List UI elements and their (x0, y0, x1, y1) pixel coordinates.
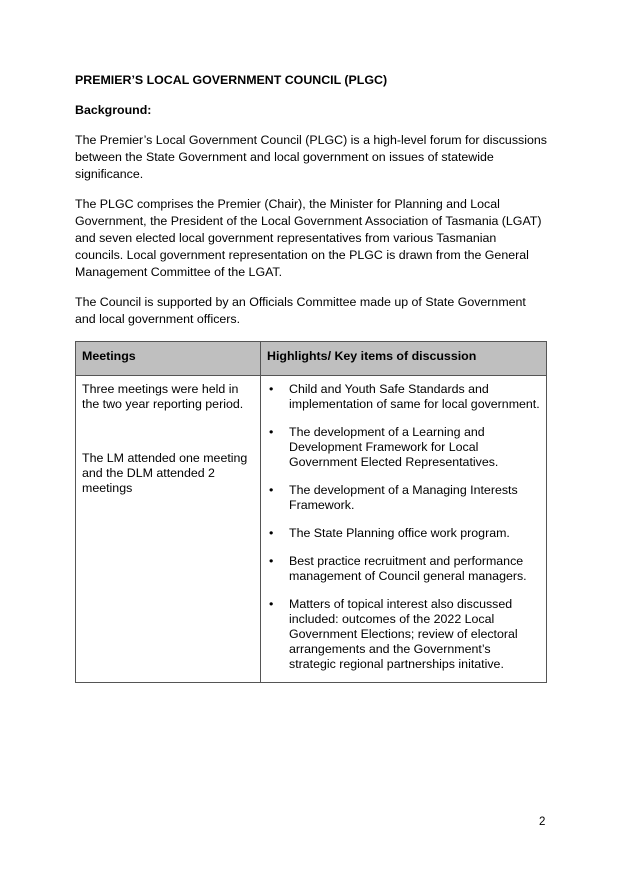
list-item: • The development of a Managing Interests Framework. (269, 483, 518, 512)
page-number: 2 (539, 816, 546, 828)
bullet-icon: • (269, 554, 274, 568)
meetings-count-text: Three meetings were held in the two year reporting period. (82, 382, 244, 411)
paragraph-intro: The Premier’s Local Government Council (PLGC) is a high-level forum for discussions between the State Government and local government on issues of statewide significance. (75, 133, 547, 181)
list-item: • The State Planning office work program. (269, 526, 510, 540)
paragraph-support: The Council is supported by an Officials Committee made up of State Government and local government officers. (75, 295, 526, 326)
list-item: • Matters of topical interest also discussed included: outcomes of the 2022 Local Government Elections; review of electoral arrangements and the Government’s strategic regional partnerships initative. (269, 597, 518, 671)
bullet-icon: • (269, 526, 274, 540)
header-meetings: Meetings (76, 342, 261, 376)
bullet-icon: • (269, 425, 274, 439)
meetings-cell (76, 376, 261, 683)
table-row (76, 376, 547, 683)
header-highlights: Highlights/ Key items of discussion (261, 342, 547, 376)
highlights-cell (261, 376, 547, 683)
paragraph-composition: The PLGC comprises the Premier (Chair), the Minister for Planning and Local Government, the President of the Local Government Association of Tasmania (LGAT) and seven elected local government representatives from various Tasmanian councils. Local government representation on the PLGC is drawn from the General Management Committee of the LGAT. (75, 197, 542, 279)
bullet-icon: • (269, 483, 274, 497)
meetings-table (75, 341, 547, 683)
list-item: • The development of a Learning and Development Framework for Local Government Elected Representatives. (269, 425, 499, 469)
highlights-list (267, 382, 540, 672)
list-item: • Best practice recruitment and performance management of Council general managers. (269, 554, 527, 583)
bullet-icon: • (269, 597, 274, 611)
document-title: PREMIER’S LOCAL GOVERNMENT COUNCIL (PLGC) (75, 73, 388, 87)
list-item: • Child and Youth Safe Standards and implementation of same for local government. (269, 382, 540, 411)
document-page (75, 72, 547, 683)
meetings-attendance-text: The LM attended one meeting and the DLM attended 2 meetings (82, 451, 248, 495)
bullet-icon: • (269, 382, 274, 396)
table-header-row (76, 342, 547, 376)
background-heading: Background: (75, 103, 152, 117)
